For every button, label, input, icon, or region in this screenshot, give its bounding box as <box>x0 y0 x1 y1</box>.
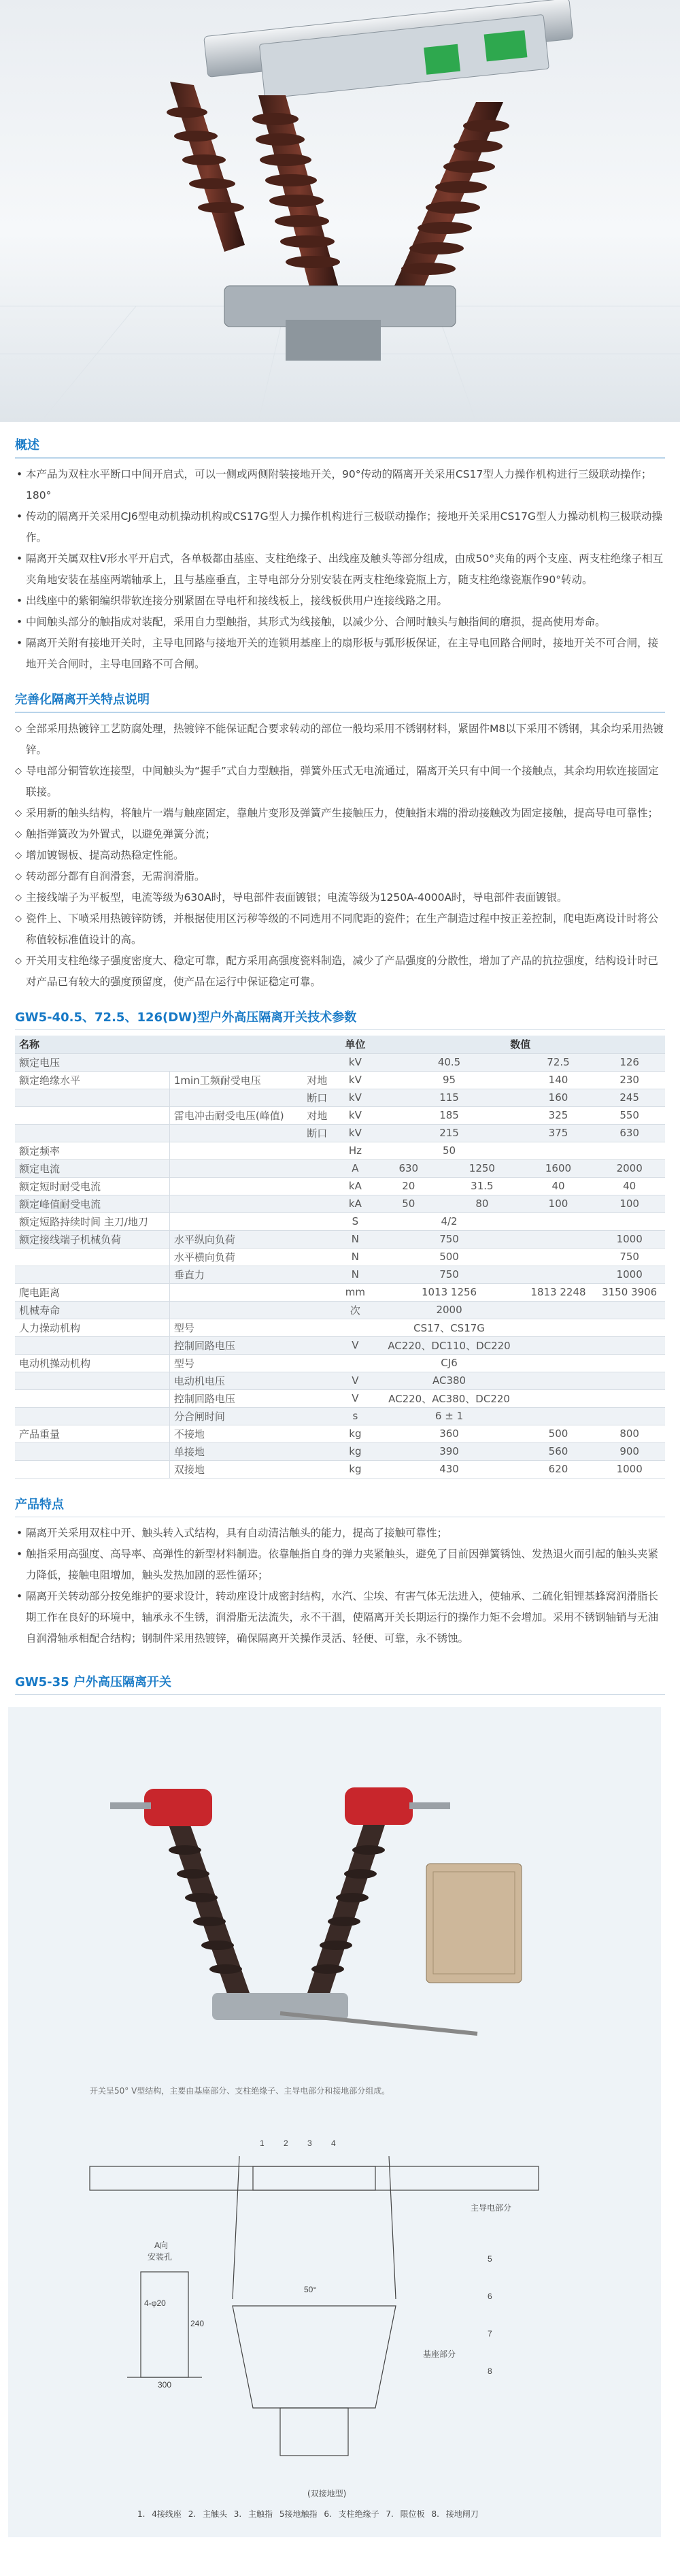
cell <box>594 1319 665 1336</box>
cell: 72.5 <box>523 1053 594 1071</box>
cell <box>303 1460 335 1478</box>
cell: 型号 <box>169 1354 303 1372</box>
cell <box>594 1372 665 1389</box>
cell <box>15 1266 169 1283</box>
gw535-figure <box>8 1707 661 2537</box>
cell <box>169 1177 303 1195</box>
table-row <box>15 1319 665 1336</box>
cell: AC380 <box>375 1372 522 1389</box>
cell: 40.5 <box>375 1053 522 1071</box>
cell <box>594 1354 665 1372</box>
cell <box>303 1354 335 1372</box>
label-view-a: A向 <box>154 2240 169 2250</box>
product-photo <box>110 1787 522 2034</box>
cell: 人力操动机构 <box>15 1319 169 1336</box>
cell: kV <box>335 1053 375 1071</box>
cell <box>523 1372 594 1389</box>
cell: 630 <box>594 1124 665 1142</box>
header-cell: 单位 <box>335 1036 375 1053</box>
cell <box>303 1442 335 1460</box>
table-row <box>15 1195 665 1212</box>
cell <box>15 1106 169 1124</box>
cell <box>303 1389 335 1407</box>
cell: 3150 3906 <box>594 1283 665 1301</box>
cell: 375 <box>523 1124 594 1142</box>
list-item: • 隔离开关附有接地开关时，主导电回路与接地开关的连锁用基座上的扇形板与弧形板保证，在主导电回路合闸时，接地开关不可合闸，接地开关合闸时，主导电回路不可合闸。 <box>15 633 665 675</box>
cell <box>169 1089 303 1106</box>
features-list <box>15 719 665 993</box>
cell: 1250 <box>441 1159 523 1177</box>
cell: 爬电距离 <box>15 1283 169 1301</box>
list-item: ◇ 触指弹簧改为外置式，以避免弹簧分流； <box>15 824 665 845</box>
features-title: 完善化隔离开关特点说明 <box>15 684 665 713</box>
cell: 31.5 <box>441 1177 523 1195</box>
cell: 额定短时耐受电流 <box>15 1177 169 1195</box>
list-item: • 隔离开关采用双柱中开、触头转入式结构，具有自动清洁触头的能力，提高了接触可靠性； <box>15 1523 665 1544</box>
cell <box>523 1407 594 1425</box>
table-row <box>15 1071 665 1089</box>
cell: 1600 <box>523 1159 594 1177</box>
cell <box>335 1354 375 1372</box>
cell <box>303 1283 335 1301</box>
table-row <box>15 1425 665 1442</box>
list-item: ◇ 主接线端子为平板型，电流等级为630A时，导电部件表面镀银；电流等级为1250A-4000A时，导电部件表面镀银。 <box>15 887 665 908</box>
cell <box>15 1089 169 1106</box>
cell: 750 <box>594 1248 665 1266</box>
cell <box>594 1389 665 1407</box>
table-row <box>15 1389 665 1407</box>
cell: kV <box>335 1071 375 1089</box>
cell: 230 <box>594 1071 665 1089</box>
header-cell: 数值 <box>375 1036 665 1053</box>
table-row <box>15 1106 665 1124</box>
cell: 100 <box>523 1195 594 1212</box>
cell: 115 <box>375 1089 522 1106</box>
list-item: ◇ 开关用支柱绝缘子强度密度大、稳定可靠，配方采用高强度瓷料制造，减少了产品强度的分散性，增加了产品的抗拉强度，结构设计时已对产品已有较大的强度预留度，使产品在运行中保证稳定可靠。 <box>15 951 665 993</box>
label-base: 基座部分 <box>423 2349 456 2359</box>
cell: 750 <box>375 1266 522 1283</box>
callout-number: 4 <box>331 2138 336 2148</box>
cell <box>303 1212 335 1230</box>
table-row <box>15 1124 665 1142</box>
cell: 500 <box>375 1248 522 1266</box>
header-cell: 名称 <box>15 1036 335 1053</box>
list-item: • 本产品为双柱水平断口中间开启式，可以一侧或两侧附装接地开关，90°传动的隔离开关采用CS17型人力操作机构进行三级联动操作；180° <box>15 464 665 506</box>
cell <box>303 1372 335 1389</box>
cell <box>594 1336 665 1354</box>
spec-table <box>15 1036 665 1479</box>
table-row <box>15 1266 665 1283</box>
cell: kg <box>335 1425 375 1442</box>
cell: 325 <box>523 1106 594 1124</box>
label-mount-hole: 安装孔 <box>148 2251 173 2262</box>
cell <box>523 1319 594 1336</box>
cell: 1000 <box>594 1266 665 1283</box>
list-item: ◇ 瓷件上、下喷采用热镀锌防锈，并根据使用区污秽等级的不同选用不同爬距的瓷件；在生产制造过程中按正差控制，爬电距离设计时将公称值较标准值设计的高。 <box>15 908 665 951</box>
cell: 215 <box>375 1124 522 1142</box>
cell: 水平横向负荷 <box>169 1248 303 1266</box>
cell <box>594 1212 665 1230</box>
cell <box>169 1124 303 1142</box>
cell: 1min工频耐受电压 <box>169 1071 303 1089</box>
cell <box>303 1425 335 1442</box>
cell: kV <box>335 1106 375 1124</box>
cell <box>15 1407 169 1425</box>
list-item: • 触指采用高强度、高导率、高弹性的新型材料制造。依靠触指自身的弹力夹紧触头，避免了目前因弹簧锈蚀、发热退火而引起的触头夹紧力降低，接触电阻增加，触头发热加剧的恶性循环； <box>15 1544 665 1586</box>
table-row <box>15 1230 665 1248</box>
cell: kg <box>335 1442 375 1460</box>
cell <box>523 1212 594 1230</box>
cell: 不接地 <box>169 1425 303 1442</box>
cell: 620 <box>523 1460 594 1478</box>
cell: CJ6 <box>375 1354 522 1372</box>
cell: kA <box>335 1195 375 1212</box>
cell: 产品重量 <box>15 1425 169 1442</box>
cell: 雷电冲击耐受电压(峰值) <box>169 1106 303 1124</box>
cell: 单接地 <box>169 1442 303 1460</box>
cell: 1000 <box>594 1460 665 1478</box>
cell: 对地 <box>303 1071 335 1089</box>
callout-number: 7 <box>488 2328 492 2339</box>
figure-legend: 1. 4接线座 2. 主触头 3. 主触指 5接地触指 6. 支柱绝缘子 7. 限位板 8. 接地闸刀 <box>137 2509 479 2519</box>
product-features-title: 产品特点 <box>15 1489 665 1517</box>
cell: CS17、CS17G <box>375 1319 522 1336</box>
label-main-conductor: 主导电部分 <box>471 2202 512 2213</box>
cell: 50 <box>375 1142 522 1159</box>
table-header-row <box>15 1036 665 1053</box>
cell: 电动机操动机构 <box>15 1354 169 1372</box>
table-row <box>15 1089 665 1106</box>
list-item: • 传动的隔离开关采用CJ6型电动机操动机构或CS17G型人力操作机构进行三极联动操作；接地开关采用CS17G型人力操动机构三极联动操作。 <box>15 506 665 548</box>
cell: 900 <box>594 1442 665 1460</box>
cell: 额定接线端子机械负荷 <box>15 1230 169 1248</box>
cell: 185 <box>375 1106 522 1124</box>
gw535-section <box>0 1667 680 1695</box>
table-row <box>15 1142 665 1159</box>
cell <box>303 1248 335 1266</box>
hero-product-photo <box>0 0 680 422</box>
cell: 1813 2248 <box>523 1283 594 1301</box>
cell: 20 <box>375 1177 441 1195</box>
cell <box>303 1336 335 1354</box>
cell: 2000 <box>594 1159 665 1177</box>
cell: 40 <box>594 1177 665 1195</box>
cell: 500 <box>523 1425 594 1442</box>
table-row <box>15 1372 665 1389</box>
cell <box>594 1301 665 1319</box>
cell: 430 <box>375 1460 522 1478</box>
cell <box>594 1407 665 1425</box>
label-dim300: 300 <box>158 2379 172 2390</box>
cell <box>15 1248 169 1266</box>
product-features-list <box>15 1523 665 1649</box>
cell: A <box>335 1159 375 1177</box>
cell: 360 <box>375 1425 522 1442</box>
overview-title: 概述 <box>15 430 665 459</box>
cell: AC220、DC110、DC220 <box>375 1336 522 1354</box>
cell <box>303 1266 335 1283</box>
cell <box>15 1372 169 1389</box>
spec-title: GW5-40.5、72.5、126(DW)型户外高压隔离开关技术参数 <box>15 1002 665 1030</box>
cell: 140 <box>523 1071 594 1089</box>
cell <box>15 1460 169 1478</box>
cell: 水平纵向负荷 <box>169 1230 303 1248</box>
cell: 额定短路持续时间 主刀/地刀 <box>15 1212 169 1230</box>
callout-number: 3 <box>307 2138 312 2148</box>
cell: 控制回路电压 <box>169 1389 303 1407</box>
cell: 630 <box>375 1159 441 1177</box>
cell <box>303 1407 335 1425</box>
cell <box>169 1142 303 1159</box>
cell <box>15 1124 169 1142</box>
double-ground-label: (双接地型) <box>307 2488 347 2498</box>
cell: 垂直力 <box>169 1266 303 1283</box>
cell: 160 <box>523 1089 594 1106</box>
spec-body <box>15 1071 665 1478</box>
product-features-section <box>0 1489 680 1649</box>
cell: 额定绝缘水平 <box>15 1071 169 1089</box>
cell <box>15 1389 169 1407</box>
cell: 1013 1256 <box>375 1283 522 1301</box>
cell: Hz <box>335 1142 375 1159</box>
cell <box>169 1159 303 1177</box>
table-row <box>15 1212 665 1230</box>
cell <box>303 1142 335 1159</box>
cell: kV <box>335 1124 375 1142</box>
callout-number: 6 <box>488 2291 492 2301</box>
cell: s <box>335 1407 375 1425</box>
cell: N <box>335 1248 375 1266</box>
list-item: ◇ 转动部分都有自润滑套，无需润滑脂。 <box>15 866 665 887</box>
overview-list <box>15 464 665 675</box>
list-item: ◇ 增加镀锡板、提高动热稳定性能。 <box>15 845 665 866</box>
cell: S <box>335 1212 375 1230</box>
label-hole: 4-φ20 <box>144 2298 166 2308</box>
list-item: • 隔离开关属双柱V形水平开启式，各单极都由基座、支柱绝缘子、出线座及触头等部分组成，由成50°夹角的两个支座、两支柱绝缘子相互夹角地安装在基座两端轴承上，且与基座垂直，主导电部分分别安装在两支柱绝缘瓷瓶上方，随支柱绝缘瓷瓶作90°转动。 <box>15 548 665 591</box>
cell: 560 <box>523 1442 594 1460</box>
cell: 断口 <box>303 1089 335 1106</box>
cell <box>303 1301 335 1319</box>
cell: 机械寿命 <box>15 1301 169 1319</box>
cell <box>303 1195 335 1212</box>
cell: 额定电压 <box>15 1053 335 1071</box>
cell <box>523 1336 594 1354</box>
cell: 对地 <box>303 1106 335 1124</box>
table-row <box>15 1248 665 1266</box>
figure-caption: 开关呈50° V型结构，主要由基座部分、支柱绝缘子、主导电部分和接地部分组成。 <box>90 2085 390 2096</box>
table-row <box>15 1177 665 1195</box>
cell <box>523 1389 594 1407</box>
cell: N <box>335 1266 375 1283</box>
spec-section <box>0 1002 680 1479</box>
cell <box>335 1319 375 1336</box>
cell <box>169 1301 303 1319</box>
cell: V <box>335 1336 375 1354</box>
cell <box>169 1212 303 1230</box>
list-item: ◇ 导电部分铜管软连接型，中间触头为“握手”式自力型触指，弹簧外压式无电流通过，隔离开关只有中间一个接触点，其余均用软连接固定联接。 <box>15 761 665 803</box>
gw535-illustration <box>8 1707 661 2537</box>
cell: 4/2 <box>375 1212 522 1230</box>
list-item: • 隔离开关转动部分按免维护的要求设计，转动座设计成密封结构，水汽、尘埃、有害气体无法进入，使轴承、二硫化钼锂基蜂窝润滑脂长期工作在良好的环境中，轴承永不生锈，润滑脂无法流失，永不干涸，使隔离开关长期运行的操作力矩不会增加。采用不锈钢轴销与无油自润滑轴承相配合结构；钢制件采用热镀锌，确保隔离开关操作灵活、轻便、可靠，永不锈蚀。 <box>15 1586 665 1649</box>
table-row <box>15 1442 665 1460</box>
cell <box>523 1354 594 1372</box>
cell: 80 <box>441 1195 523 1212</box>
overview-section <box>0 430 680 675</box>
cell: 控制回路电压 <box>169 1336 303 1354</box>
label-angle: 50° <box>304 2284 317 2294</box>
table-row <box>15 1301 665 1319</box>
cell: 额定峰值耐受电流 <box>15 1195 169 1212</box>
cell: 245 <box>594 1089 665 1106</box>
table-row <box>15 1159 665 1177</box>
cell: 550 <box>594 1106 665 1124</box>
cell <box>523 1266 594 1283</box>
cell: kg <box>335 1460 375 1478</box>
list-item: ◇ 采用新的触头结构，将触片一端与触座固定，靠触片变形及弹簧产生接触压力，使触指末端的滑动接触改为固定接触，提高导电可靠性； <box>15 803 665 824</box>
cell <box>523 1142 594 1159</box>
cell: 电动机电压 <box>169 1372 303 1389</box>
callout-number: 2 <box>284 2138 288 2148</box>
cell: 50 <box>375 1195 441 1212</box>
cell: mm <box>335 1283 375 1301</box>
cell: 6 ± 1 <box>375 1407 522 1425</box>
cell: kV <box>335 1089 375 1106</box>
table-row <box>15 1354 665 1372</box>
cell: 型号 <box>169 1319 303 1336</box>
cell <box>15 1336 169 1354</box>
cell <box>303 1159 335 1177</box>
label-dim240: 240 <box>190 2318 205 2328</box>
cell: V <box>335 1372 375 1389</box>
cell <box>523 1230 594 1248</box>
gw535-title: GW5-35 户外高压隔离开关 <box>15 1667 665 1695</box>
cell: 次 <box>335 1301 375 1319</box>
cell: 额定频率 <box>15 1142 169 1159</box>
cell <box>303 1319 335 1336</box>
cell: 126 <box>594 1053 665 1071</box>
table-row <box>15 1283 665 1301</box>
table-row <box>15 1336 665 1354</box>
cell: kA <box>335 1177 375 1195</box>
cell: 40 <box>523 1177 594 1195</box>
cell: 390 <box>375 1442 522 1460</box>
cell <box>15 1442 169 1460</box>
cell: 750 <box>375 1230 522 1248</box>
callout-number: 8 <box>488 2366 492 2376</box>
cell <box>303 1230 335 1248</box>
cell: AC220、AC380、DC220 <box>375 1389 522 1407</box>
cell: 额定电流 <box>15 1159 169 1177</box>
list-item: ◇ 全部采用热镀锌工艺防腐处理，热镀锌不能保证配合要求转动的部位一般均采用不锈钢材料，紧固件M8以下采用不锈钢，其余均采用热镀锌。 <box>15 719 665 761</box>
cell <box>523 1301 594 1319</box>
cell: 2000 <box>375 1301 522 1319</box>
list-item: • 中间触头部分的触指成对装配，采用自力型触指，其形式为线接触，以减少分、合闸时触头与触指间的磨损，提高使用寿命。 <box>15 612 665 633</box>
cell: 100 <box>594 1195 665 1212</box>
cell <box>523 1248 594 1266</box>
cell: 1000 <box>594 1230 665 1248</box>
table-row <box>15 1053 665 1071</box>
cell: 断口 <box>303 1124 335 1142</box>
table-row <box>15 1407 665 1425</box>
cell: 800 <box>594 1425 665 1442</box>
cell <box>169 1195 303 1212</box>
cell <box>169 1283 303 1301</box>
cell: 分合闸时间 <box>169 1407 303 1425</box>
cell: V <box>335 1389 375 1407</box>
features-section <box>0 684 680 993</box>
cell: 95 <box>375 1071 522 1089</box>
cell <box>303 1177 335 1195</box>
cell: 双接地 <box>169 1460 303 1478</box>
cell: N <box>335 1230 375 1248</box>
table-row <box>15 1460 665 1478</box>
cell <box>594 1142 665 1159</box>
callout-number: 1 <box>260 2138 265 2148</box>
callout-number: 5 <box>488 2253 492 2264</box>
list-item: • 出线座中的紫铜编织带软连接分别紧固在导电杆和接线板上，接线板供用户连接线路之用。 <box>15 591 665 612</box>
